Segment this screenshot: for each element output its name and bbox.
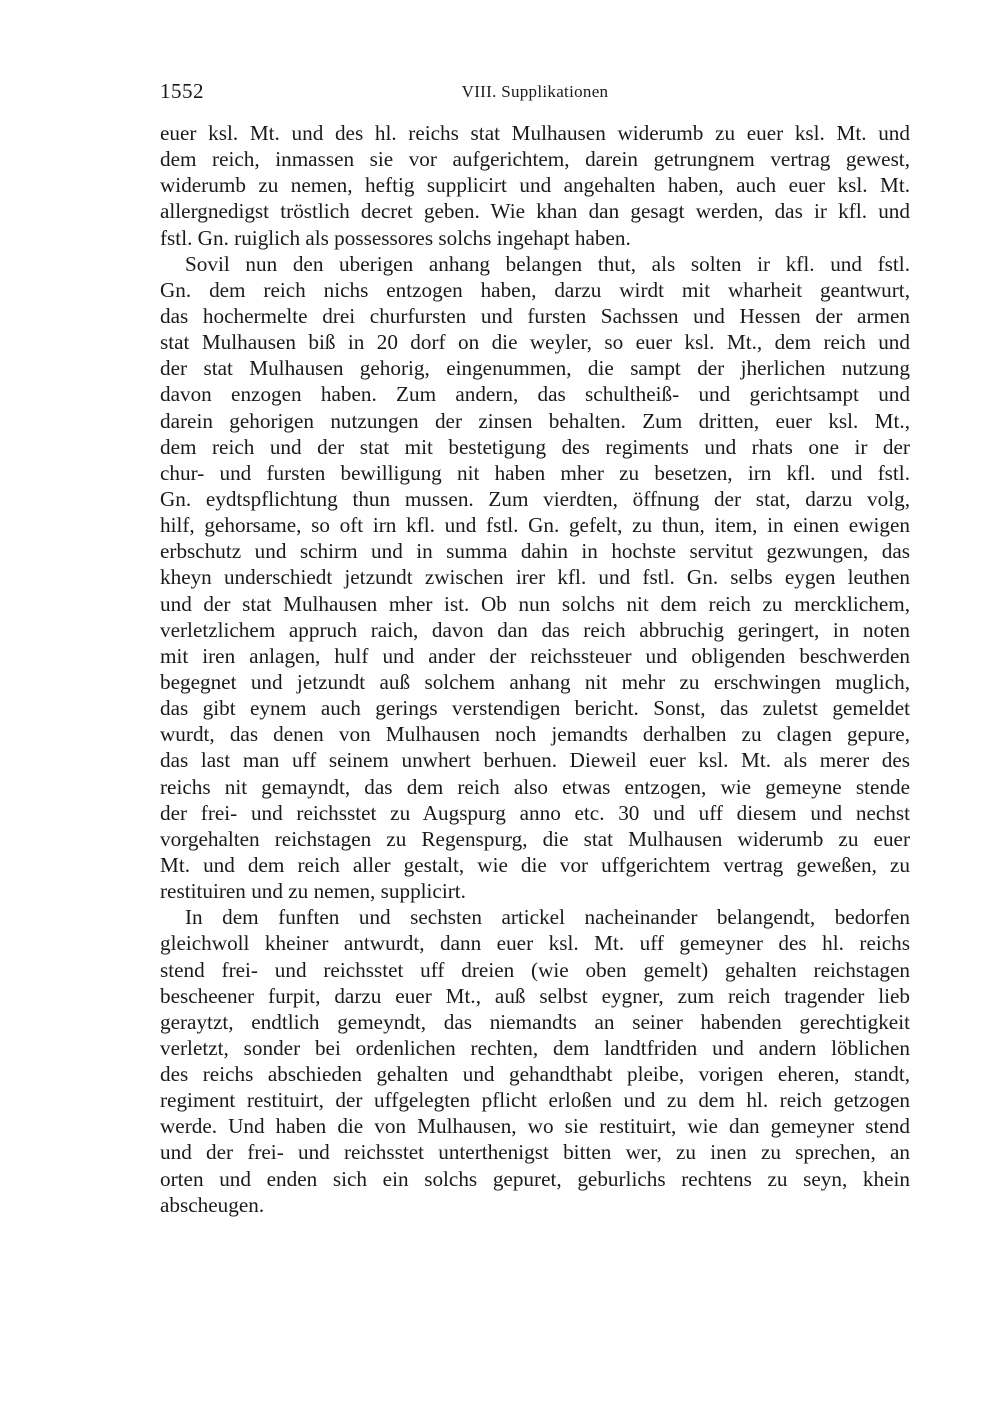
text-line: In dem funften und sechsten artickel nacheinander belangendt, bedorfen: [185, 905, 910, 930]
text-line: dem reich, inmassen sie vor aufgerichtem, darein getrungnem vertrag gewest,: [160, 147, 910, 172]
text-line: der frei- und reichsstet zu Augspurg anno etc. 30 und uff diesem und nechst: [160, 800, 910, 825]
page-number: 1552: [160, 79, 204, 103]
text-line: darein gehorigen nutzungen der zinsen behalten. Zum dritten, euer ksl. Mt.,: [160, 408, 910, 433]
text-line: das gibt eynem auch gerings verstendigen bericht. Sonst, das zuletst gemeldet: [160, 696, 910, 721]
text-line: reichs nit gemayndt, das dem reich also etwas entzogen, wie gemeyne stende: [160, 774, 910, 799]
text-line: mit iren anlagen, hulf und ander der reichssteuer und obligenden beschwerden: [160, 643, 910, 668]
paragraph: [160, 120, 910, 251]
text-line: der stat Mulhausen gehorig, eingenummen, die sampt der jherlichen nutzung: [160, 356, 910, 381]
text-line: und der frei- und reichsstet unterthenigst bitten wer, zu inen zu sprechen, an: [160, 1140, 910, 1165]
paragraph: [160, 904, 910, 1218]
text-line: erbschutz und schirm und in summa dahin in hochste servitut gezwungen, das: [160, 539, 910, 564]
text-line: allergnedigst tröstlich decret geben. Wie khan dan gesagt werden, das ir kfl. und: [160, 199, 910, 224]
body-text: [160, 120, 910, 1218]
text-line: werde. Und haben die von Mulhausen, wo sie restituirt, wie dan gemeyner stend: [160, 1114, 910, 1139]
text-line: stat Mulhausen biß in 20 dorf on die weyler, so euer ksl. Mt., dem reich und: [160, 330, 910, 355]
text-line: stend frei- und reichsstet uff dreien (wie oben gemelt) gehalten reichstagen: [160, 957, 910, 982]
text-line: Gn. eydtspflichtung thun mussen. Zum vierdten, öffnung der stat, darzu volg,: [160, 486, 910, 511]
text-line: widerumb zu nemen, heftig supplicirt und angehalten haben, auch euer ksl. Mt.: [160, 173, 910, 198]
text-line: chur- und fursten bewilligung nit haben mher zu besetzen, irn kfl. und fstl.: [160, 460, 910, 485]
text-line: davon enzogen haben. Zum andern, das schultheiß- und gerichtsampt und: [160, 382, 910, 407]
text-line: Sovil nun den uberigen anhang belangen thut, als solten ir kfl. und fstl.: [185, 251, 910, 276]
text-line: hilf, gehorsame, so oft irn kfl. und fstl. Gn. gefelt, zu thun, item, in einen ewigen: [160, 513, 910, 538]
text-line: fstl. Gn. ruiglich als possessores solchs ingehapt haben.: [160, 225, 631, 250]
text-line: regiment restituirt, der uffgelegten pflicht erloßen und zu dem hl. reich getzogen: [160, 1088, 910, 1113]
text-line: das last man uff seinem unwhert berhuen. Dieweil euer ksl. Mt. als merer des: [160, 748, 910, 773]
text-line: wurdt, das denen von Mulhausen noch jemandts derhalben zu clagen gepure,: [160, 722, 910, 747]
text-line: und der stat Mulhausen mher ist. Ob nun solchs nit dem reich zu mercklichem,: [160, 591, 910, 616]
text-line: abscheugen.: [160, 1192, 265, 1217]
text-line: Mt. und dem reich aller gestalt, wie die vor uffgerichtem vertrag geweßen, zu: [160, 852, 910, 877]
text-line: begegnet und jetzundt auß solchem anhang nit mehr zu erschwingen muglich,: [160, 669, 910, 694]
running-head: VIII. Supplikationen: [461, 82, 609, 101]
text-line: verletzt, sonder bei ordenlichen rechten, dem landtfriden und andern löblichen: [160, 1035, 910, 1060]
text-line: gleichwoll kheiner antwurdt, dann euer ksl. Mt. uff gemeyner des hl. reichs: [160, 931, 910, 956]
text-line: kheyn underschiedt jetzundt zwischen irer kfl. und fstl. Gn. selbs eygen leuthen: [160, 565, 910, 590]
text-line: restituiren und zu nemen, supplicirt.: [160, 879, 466, 904]
text-line: dem reich und der stat mit bestetigung des regiments und rhats one ir der: [160, 434, 910, 459]
page-header: [160, 79, 910, 109]
text-line: des reichs abschieden gehalten und gehandthabt pleibe, vorigen eheren, standt,: [160, 1062, 910, 1087]
text-line: verletzlichem appruch raich, davon dan das reich abbruchig geringert, in noten: [160, 617, 910, 642]
text-line: das hochermelte drei churfursten und fursten Sachssen und Hessen der armen: [160, 303, 910, 328]
text-line: bescheener furpit, darzu euer Mt., auß selbst eygner, zum reich tragender lieb: [160, 983, 910, 1008]
text-line: geraytzt, endtlich gemeyndt, das niemandts an seiner habenden gerechtigkeit: [160, 1009, 910, 1034]
text-line: Gn. dem reich nichs entzogen haben, darzu wirdt mit wharheit geantwurt,: [160, 277, 910, 302]
text-line: vorgehalten reichstagen zu Regenspurg, die stat Mulhausen widerumb zu euer: [160, 826, 910, 851]
paragraph: [160, 251, 910, 905]
text-line: orten und enden sich ein solchs gepuret, geburlichs rechtens zu seyn, khein: [160, 1166, 910, 1191]
text-line: euer ksl. Mt. und des hl. reichs stat Mulhausen widerumb zu euer ksl. Mt. und: [160, 121, 910, 145]
